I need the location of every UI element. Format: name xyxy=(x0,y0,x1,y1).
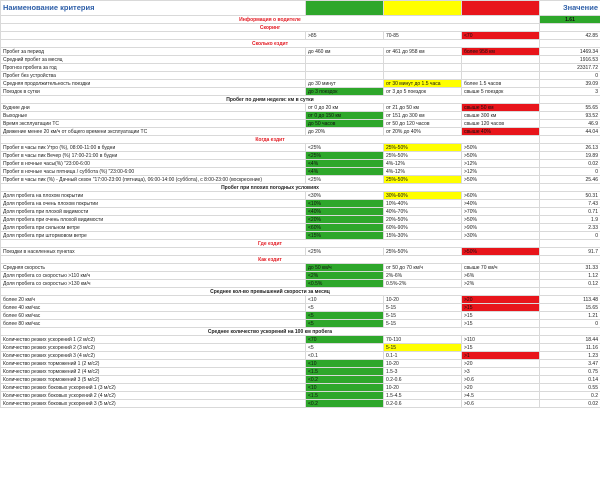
section-row xyxy=(1,288,600,296)
criterion-value: 1916.53 xyxy=(540,56,600,64)
threshold-mid: от 461 до 958 км xyxy=(384,48,462,56)
threshold-good: <0.5% xyxy=(306,280,384,288)
criteria-row xyxy=(1,144,600,152)
criterion-value: 55.65 xyxy=(540,104,600,112)
section-value xyxy=(540,40,600,48)
criterion-label xyxy=(1,32,306,40)
threshold-good: <10 xyxy=(306,384,384,392)
criterion-value: 11.16 xyxy=(540,344,600,352)
criterion-value: 0 xyxy=(540,320,600,328)
criteria-row xyxy=(1,272,600,280)
criterion-label: Пробег в ночные часы пятница / суббота (%) "23:00-6:00 xyxy=(1,168,306,176)
criterion-label: Доля пробега на очень плохом покрытии xyxy=(1,200,306,208)
section-title: Информация о водителе xyxy=(1,16,540,24)
criterion-label: более 60 км/час xyxy=(1,312,306,320)
threshold-bad: >0.6 xyxy=(462,376,540,384)
criteria-row xyxy=(1,280,600,288)
threshold-mid: 30%-60% xyxy=(384,192,462,200)
criterion-value: 2.33 xyxy=(540,224,600,232)
threshold-bad: >15 xyxy=(462,304,540,312)
threshold-good xyxy=(306,56,384,64)
threshold-mid xyxy=(384,56,462,64)
criteria-row xyxy=(1,112,600,120)
threshold-mid xyxy=(384,72,462,80)
criterion-value: 0 xyxy=(540,72,600,80)
criteria-row xyxy=(1,216,600,224)
threshold-bad: >2% xyxy=(462,280,540,288)
criterion-label: Пробег без устройства xyxy=(1,72,306,80)
threshold-mid: 5-15 xyxy=(384,344,462,352)
threshold-bad xyxy=(462,64,540,72)
threshold-good: <4% xyxy=(306,160,384,168)
criterion-label: Средняя продолжительность поездки xyxy=(1,80,306,88)
threshold-good: до 30 минут xyxy=(306,80,384,88)
threshold-good: от 0 до 20 км xyxy=(306,104,384,112)
threshold-mid: 25%-50% xyxy=(384,176,462,184)
criteria-row xyxy=(1,176,600,184)
threshold-bad: >0.6 xyxy=(462,400,540,408)
criteria-row xyxy=(1,32,600,40)
criteria-row xyxy=(1,376,600,384)
threshold-mid: 10-20 xyxy=(384,384,462,392)
criterion-label: Пробег в ночные часы(%) "23:00-6:00 xyxy=(1,160,306,168)
criterion-value: 0.12 xyxy=(540,280,600,288)
criterion-value: 0.55 xyxy=(540,384,600,392)
criteria-row xyxy=(1,120,600,128)
threshold-bad: >50% xyxy=(462,144,540,152)
threshold-bad: свыше 40% xyxy=(462,128,540,136)
header-criterion: Наименование критерия xyxy=(1,1,306,16)
criterion-value: 3.47 xyxy=(540,360,600,368)
threshold-mid: 25%-50% xyxy=(384,152,462,160)
criterion-value: 31.33 xyxy=(540,264,600,272)
section-value xyxy=(540,96,600,104)
criterion-value: 1.21 xyxy=(540,312,600,320)
criterion-value: 15.65 xyxy=(540,304,600,312)
criteria-row xyxy=(1,48,600,56)
threshold-good: до 50 часов xyxy=(306,120,384,128)
threshold-mid: 25%-50% xyxy=(384,248,462,256)
criteria-row xyxy=(1,160,600,168)
threshold-good xyxy=(306,72,384,80)
section-title: Среднее кол-во превышений скорости за месяц xyxy=(1,288,540,296)
threshold-good: >85 xyxy=(306,32,384,40)
section-value xyxy=(540,288,600,296)
criterion-label: более 40 км/час xyxy=(1,304,306,312)
criteria-row xyxy=(1,248,600,256)
threshold-mid: от 3 до 5 поездок xyxy=(384,88,462,96)
threshold-bad: более 958 км xyxy=(462,48,540,56)
criterion-label: Поездок в сутки xyxy=(1,88,306,96)
threshold-bad: >30% xyxy=(462,232,540,240)
criterion-value: 1469.34 xyxy=(540,48,600,56)
criterion-label: Количество резких торможений 1 (2 м/с2) xyxy=(1,360,306,368)
section-value xyxy=(540,184,600,192)
threshold-mid: 4%-12% xyxy=(384,160,462,168)
criteria-row xyxy=(1,368,600,376)
threshold-good: до 460 км xyxy=(306,48,384,56)
criterion-label: Количество резких ускорений 1 (2 м/с2) xyxy=(1,336,306,344)
threshold-good: до 20% xyxy=(306,128,384,136)
criterion-label: Доля пробега со скоростью >130 км/ч xyxy=(1,280,306,288)
section-row xyxy=(1,96,600,104)
threshold-good: <10 xyxy=(306,296,384,304)
criterion-label: Поездки в населенных пунктах xyxy=(1,248,306,256)
criterion-value: 18.44 xyxy=(540,336,600,344)
threshold-bad: >20 xyxy=(462,296,540,304)
section-value xyxy=(540,256,600,264)
threshold-good: <1.5 xyxy=(306,368,384,376)
threshold-mid: 4%-12% xyxy=(384,168,462,176)
threshold-bad: >50% xyxy=(462,152,540,160)
criterion-label: более 80 км/час xyxy=(1,320,306,328)
criterion-label: более 20 км/ч xyxy=(1,296,306,304)
threshold-bad: свыше 50 км xyxy=(462,104,540,112)
criterion-label: Количество резких боковых ускорений 3 (5 м/с2) xyxy=(1,400,306,408)
threshold-good: <5 xyxy=(306,320,384,328)
criterion-label: Пробег за период xyxy=(1,48,306,56)
threshold-bad: >4.5 xyxy=(462,392,540,400)
threshold-good: <20% xyxy=(306,216,384,224)
threshold-bad: >40% xyxy=(462,200,540,208)
criterion-value: 50.31 xyxy=(540,192,600,200)
criterion-label: Прогноз пробега за год xyxy=(1,64,306,72)
criteria-row xyxy=(1,72,600,80)
section-title: Скоринг xyxy=(1,24,540,32)
threshold-good: <60% xyxy=(306,224,384,232)
criteria-row xyxy=(1,304,600,312)
criteria-row xyxy=(1,360,600,368)
threshold-mid: 5-15 xyxy=(384,312,462,320)
section-title: Где ездит xyxy=(1,240,540,248)
criterion-label: Пробег в часы пик Вечер (%) 17:00-21:00 в будни xyxy=(1,152,306,160)
threshold-mid: 0.1-1 xyxy=(384,352,462,360)
threshold-bad: >20 xyxy=(462,384,540,392)
threshold-mid: 10%-40% xyxy=(384,200,462,208)
criteria-row xyxy=(1,352,600,360)
threshold-good xyxy=(306,64,384,72)
criterion-value: 19.89 xyxy=(540,152,600,160)
criterion-value: 0.14 xyxy=(540,376,600,384)
criterion-label: Доля пробега при штормовом ветре xyxy=(1,232,306,240)
criteria-row xyxy=(1,224,600,232)
threshold-good: <5 xyxy=(306,312,384,320)
threshold-bad: >15 xyxy=(462,312,540,320)
criterion-label: Движение менее 20 км/ч от общего времени эксплуатации ТС xyxy=(1,128,306,136)
criterion-label: Выходные xyxy=(1,112,306,120)
criterion-label: Количество резких ускорений 2 (3 м/с2) xyxy=(1,344,306,352)
threshold-mid: от 20% до 40% xyxy=(384,128,462,136)
section-row xyxy=(1,184,600,192)
criterion-value: 1.9 xyxy=(540,216,600,224)
threshold-good: <4% xyxy=(306,168,384,176)
threshold-bad: >110 xyxy=(462,336,540,344)
criterion-value: 7.43 xyxy=(540,200,600,208)
threshold-mid: 70-85 xyxy=(384,32,462,40)
header-mid-swatch xyxy=(384,1,462,16)
threshold-mid: от 50 до 120 часов xyxy=(384,120,462,128)
criterion-label: Средняя скорость xyxy=(1,264,306,272)
criterion-value: 1.23 xyxy=(540,352,600,360)
criteria-row xyxy=(1,384,600,392)
threshold-good: <0.1 xyxy=(306,352,384,360)
criterion-label: Доля пробега при сильном ветре xyxy=(1,224,306,232)
threshold-bad: свыше 5 поездок xyxy=(462,88,540,96)
criteria-row xyxy=(1,80,600,88)
criterion-value: 0.71 xyxy=(540,208,600,216)
section-row xyxy=(1,136,600,144)
threshold-good: <15% xyxy=(306,232,384,240)
threshold-good: <2% xyxy=(306,272,384,280)
threshold-good: <25% xyxy=(306,152,384,160)
criterion-value: 39.09 xyxy=(540,80,600,88)
threshold-good: до 50 км/ч xyxy=(306,264,384,272)
header-row xyxy=(1,1,600,16)
criterion-value: 113.48 xyxy=(540,296,600,304)
criterion-label: Пробег в часы пик (%) - Дачный сезон "17:00-23:00 (пятница), 06:00-14:00 (суббота), с 8:00-23:00 (воскресение) xyxy=(1,176,306,184)
criterion-value: 26.13 xyxy=(540,144,600,152)
threshold-bad: >6% xyxy=(462,272,540,280)
section-value: 1.61 xyxy=(540,16,600,24)
criterion-value: 91.7 xyxy=(540,248,600,256)
header-value: Значение xyxy=(540,1,600,16)
criterion-value: 0.02 xyxy=(540,400,600,408)
criterion-value: 23317.72 xyxy=(540,64,600,72)
criterion-value: 25.46 xyxy=(540,176,600,184)
threshold-bad xyxy=(462,72,540,80)
criteria-body xyxy=(1,16,600,408)
threshold-mid: 70-110 xyxy=(384,336,462,344)
section-title: Как ездит xyxy=(1,256,540,264)
criterion-label: Доля пробега при очень плохой видимости xyxy=(1,216,306,224)
section-title: Когда ездит xyxy=(1,136,540,144)
threshold-bad: более 1.5 часов xyxy=(462,80,540,88)
section-row xyxy=(1,256,600,264)
criterion-label: Доля пробега на плохом покрытии xyxy=(1,192,306,200)
threshold-good: <25% xyxy=(306,176,384,184)
threshold-mid: 1.5-4.5 xyxy=(384,392,462,400)
threshold-good: <0.2 xyxy=(306,376,384,384)
threshold-good: <40% xyxy=(306,208,384,216)
threshold-good: <1.5 xyxy=(306,392,384,400)
section-row xyxy=(1,16,600,24)
section-title: Среднее количество ускорений на 100 км пробега xyxy=(1,328,540,336)
threshold-bad: свыше 120 часов xyxy=(462,120,540,128)
threshold-mid: 0.5%-2% xyxy=(384,280,462,288)
criterion-value: 0.2 xyxy=(540,392,600,400)
criteria-row xyxy=(1,208,600,216)
criterion-label: Количество резких торможений 3 (5 м/с2) xyxy=(1,376,306,384)
criteria-row xyxy=(1,400,600,408)
criteria-row xyxy=(1,344,600,352)
threshold-mid: 5-15 xyxy=(384,304,462,312)
threshold-mid: 15%-30% xyxy=(384,232,462,240)
criteria-row xyxy=(1,200,600,208)
threshold-mid: 0.2-0.6 xyxy=(384,400,462,408)
threshold-good: <10 xyxy=(306,360,384,368)
threshold-good: <30% xyxy=(306,192,384,200)
criteria-row xyxy=(1,296,600,304)
criterion-value: 0 xyxy=(540,232,600,240)
criterion-value: 42.85 xyxy=(540,32,600,40)
section-value xyxy=(540,24,600,32)
section-value xyxy=(540,328,600,336)
section-title: Пробег при плохих погодных условиях xyxy=(1,184,540,192)
criteria-row xyxy=(1,88,600,96)
criteria-row xyxy=(1,64,600,72)
threshold-good: до 3 поездок xyxy=(306,88,384,96)
criterion-label: Время эксплуатации ТС xyxy=(1,120,306,128)
section-title: Пробег по дням недели: км в сутки xyxy=(1,96,540,104)
threshold-mid: 25%-50% xyxy=(384,144,462,152)
threshold-good: от 0 до 150 км xyxy=(306,112,384,120)
criterion-label: Доля пробега со скоростью >110 км/ч xyxy=(1,272,306,280)
criterion-label: Количество резких ускорений 3 (4 м/с2) xyxy=(1,352,306,360)
threshold-mid: 10-20 xyxy=(384,296,462,304)
threshold-bad: >12% xyxy=(462,168,540,176)
threshold-mid: 60%-90% xyxy=(384,224,462,232)
criterion-label: Доля пробега при плохой видимости xyxy=(1,208,306,216)
threshold-bad: свыше 70 км/ч xyxy=(462,264,540,272)
threshold-good: <5 xyxy=(306,304,384,312)
threshold-mid: от 151 до 300 км xyxy=(384,112,462,120)
threshold-bad: <70 xyxy=(462,32,540,40)
criterion-label: Будние дни xyxy=(1,104,306,112)
threshold-bad: >20 xyxy=(462,360,540,368)
criteria-row xyxy=(1,392,600,400)
threshold-bad xyxy=(462,56,540,64)
criterion-value: 1.12 xyxy=(540,272,600,280)
criteria-row xyxy=(1,168,600,176)
section-value xyxy=(540,136,600,144)
threshold-bad: >50% xyxy=(462,248,540,256)
criterion-label: Количество резких торможений 2 (4 м/с2) xyxy=(1,368,306,376)
criterion-value: 46.9 xyxy=(540,120,600,128)
criteria-row xyxy=(1,128,600,136)
threshold-mid: 5-15 xyxy=(384,320,462,328)
criteria-row xyxy=(1,320,600,328)
criterion-value: 0 xyxy=(540,168,600,176)
criterion-label: Пробег в часы пик Утро (%), 08:00-11:00 в будни xyxy=(1,144,306,152)
threshold-mid xyxy=(384,64,462,72)
threshold-bad: >12% xyxy=(462,160,540,168)
criteria-row xyxy=(1,56,600,64)
section-row xyxy=(1,328,600,336)
criteria-row xyxy=(1,312,600,320)
threshold-good: <25% xyxy=(306,248,384,256)
criterion-label: Количество резких боковых ускорений 1 (3 м/с2) xyxy=(1,384,306,392)
criterion-value: 3 xyxy=(540,88,600,96)
threshold-bad: >1 xyxy=(462,352,540,360)
threshold-bad: >15 xyxy=(462,320,540,328)
threshold-bad: >3 xyxy=(462,368,540,376)
threshold-mid: от 30 минут до 1.5 часа xyxy=(384,80,462,88)
section-row xyxy=(1,24,600,32)
threshold-bad: >15 xyxy=(462,344,540,352)
threshold-bad: >70% xyxy=(462,208,540,216)
threshold-bad: >60% xyxy=(462,192,540,200)
threshold-mid: от 50 до 70 км/ч xyxy=(384,264,462,272)
section-row xyxy=(1,40,600,48)
criterion-label: Средний пробег за месяц xyxy=(1,56,306,64)
threshold-mid: 1.5-3 xyxy=(384,368,462,376)
criteria-row xyxy=(1,152,600,160)
criterion-value: 0.02 xyxy=(540,160,600,168)
header-bad-swatch xyxy=(462,1,540,16)
criteria-row xyxy=(1,336,600,344)
criteria-row xyxy=(1,232,600,240)
threshold-mid: 20%-50% xyxy=(384,216,462,224)
threshold-good: <25% xyxy=(306,144,384,152)
criteria-row xyxy=(1,104,600,112)
section-title: Сколько ездит xyxy=(1,40,540,48)
threshold-good: <10% xyxy=(306,200,384,208)
threshold-bad: >50% xyxy=(462,216,540,224)
criterion-value: 44.04 xyxy=(540,128,600,136)
threshold-mid: от 21 до 50 км xyxy=(384,104,462,112)
threshold-mid: 10-20 xyxy=(384,360,462,368)
criteria-row xyxy=(1,264,600,272)
criterion-label: Количество резких боковых ускорений 2 (4 м/с2) xyxy=(1,392,306,400)
threshold-good: <0.2 xyxy=(306,400,384,408)
threshold-mid: 2%-6% xyxy=(384,272,462,280)
section-row xyxy=(1,240,600,248)
threshold-bad: >90% xyxy=(462,224,540,232)
threshold-bad: свыше 300 км xyxy=(462,112,540,120)
criterion-value: 0.75 xyxy=(540,368,600,376)
threshold-good: <70 xyxy=(306,336,384,344)
threshold-bad: >50% xyxy=(462,176,540,184)
header-good-swatch xyxy=(306,1,384,16)
threshold-mid: 0.2-0.6 xyxy=(384,376,462,384)
threshold-good: <5 xyxy=(306,344,384,352)
section-value xyxy=(540,240,600,248)
criteria-row xyxy=(1,192,600,200)
criterion-value: 93.52 xyxy=(540,112,600,120)
threshold-mid: 40%-70% xyxy=(384,208,462,216)
